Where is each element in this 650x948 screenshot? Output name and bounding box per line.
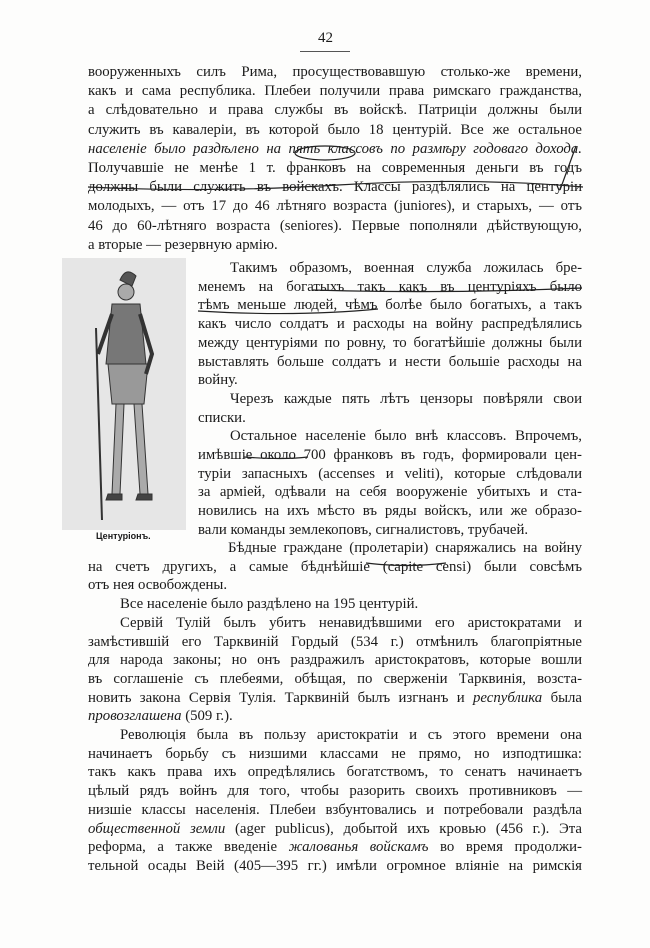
text-segment: а вторые — резервную армію. [88,236,278,253]
text-segment: туріи запасныхъ (accenses и veliti), которые слѣдовали [198,465,582,482]
text-segment: Сервій Тулій былъ убитъ ненавидѣвшими его аристократами и [120,614,582,631]
text-segment: служить въ кавалеріи, въ которой было 18 центурій. Все же остальное [88,121,582,138]
text-segment: замѣстившій его Тарквиній Гордый (534 г.) отмѣнилъ благопріятные [88,633,582,650]
text-segment: Такимъ образомъ, военная служба ложилась бре- [230,260,582,276]
text-segment: тѣмъ меньше людей, чѣмъ болѣе было богатыхъ, а такъ [198,297,582,314]
text-segment: такъ какъ права ихъ опредѣлялись богатствомъ, то сенатъ начинаетъ [88,764,582,781]
text-segment: а слѣдовательно и права службы въ войскѣ. Патриціи должны были [88,102,582,119]
italic-text: провозглашена [88,708,182,725]
text-segment: отъ нея освобождены. [88,577,228,594]
figure-caption: Центуріонъ. [96,531,151,541]
text-segment: Остальное населеніе было внѣ классовъ. Впрочемъ, [230,428,582,445]
page-number: 42 [318,30,333,46]
text-segment: за арміей, одѣвали на себя вооруженіе убитыхъ и ста- [198,484,582,501]
text-segment: вали команды землекоповъ, сигналистовъ, трубачей. [198,521,529,538]
text-segment: войну. [198,372,238,389]
text-segment: на счетъ другихъ, а самые бѣднѣйшіе (capite censi) были совсѣмъ [88,558,582,575]
text-segment: какъ число солдатъ и расходы на войну распредѣлялись [198,316,582,333]
text-segment: была [542,689,583,706]
text-segment: для народа законы; но онъ раздражилъ аристократовъ, которые вошли [88,652,582,669]
text-segment: какъ и сама республика. Плебеи получили права римскаго гражданства, [88,83,582,100]
text-segment: списки. [198,409,246,426]
text-segment: Черезъ каждые пять лѣтъ цензоры повѣряли свои [230,390,582,407]
text-segment: (ager publicus), добытой ихъ кровью (456 г.). Эта [225,820,582,837]
text-segment: тельной осады Веій (405—395 гг.) имѣли огромное вліяніе на римскія [88,857,582,874]
text-segment: начинаетъ борьбу съ низшими классами не прямо, но изподтишка: [88,745,582,762]
italic-text: общественной земли [88,820,226,837]
text-segment: Революція была въ пользу аристократіи и съ этого времени она [120,727,582,743]
text-segment: должны были служить въ войскахъ. Классы раздѣлялись на центуріи [88,179,582,196]
text-segment: Все населеніе было раздѣлено на 195 центурій. [120,596,419,613]
text-segment: (509 г.). [181,708,233,725]
text-segment: 46 до 60-лѣтняго возраста (seniores). Первые пополняли дѣйствующую, [88,217,582,234]
italic-text: населеніе было раздѣлено на пять классовъ по размѣру годоваго дохода. [88,140,582,157]
text-segment: реформа, а также введеніе [88,839,289,856]
text-segment: цѣлый рядъ войнъ для того, чтобы разорить своихъ противниковъ — [88,783,582,800]
text-segment: между центуріями по ровну, то богатѣйшіе должны были [198,334,582,351]
text-segment: молодыхъ, — отъ 17 до 46 лѣтняго возраста (juniores), и старыхъ, — отъ [88,198,582,215]
text-segment: имѣвшіе около 700 франковъ въ годъ, формировали цен- [198,447,582,463]
text-segment: во время продолжи- [428,839,582,856]
text-segment: Получавшіе не менѣе 1 т. франковъ на современныя деньги въ годъ [88,160,582,176]
text-segment: новить закона Сервія Тулія. Тарквиній былъ изгнанъ и [88,689,474,706]
italic-text: республика [473,689,543,706]
text-segment: Бѣдные граждане (пролетаріи) снаряжались на войну [228,540,582,556]
text-segment: въ соглашеніе съ плебеями, обѣщая, по сверженіи Тарквинія, возста- [88,670,582,687]
text-segment: низшіе классы населенія. Плебеи взбунтовались и потребовали раздѣла [88,801,582,818]
italic-text: жалованья войскамъ [288,839,429,856]
text-segment: выставлять больше солдатъ и нести большіе расходы на [198,353,582,370]
text-segment: менемъ на богатыхъ такъ какъ въ центуріяхъ было [198,278,582,295]
text-segment: вооруженныхъ силъ Рима, просуществовавшую столько-же времени, [88,64,582,80]
text-segment: новились на ихъ мѣсто въ ряды войскъ, или же образо- [198,503,582,520]
